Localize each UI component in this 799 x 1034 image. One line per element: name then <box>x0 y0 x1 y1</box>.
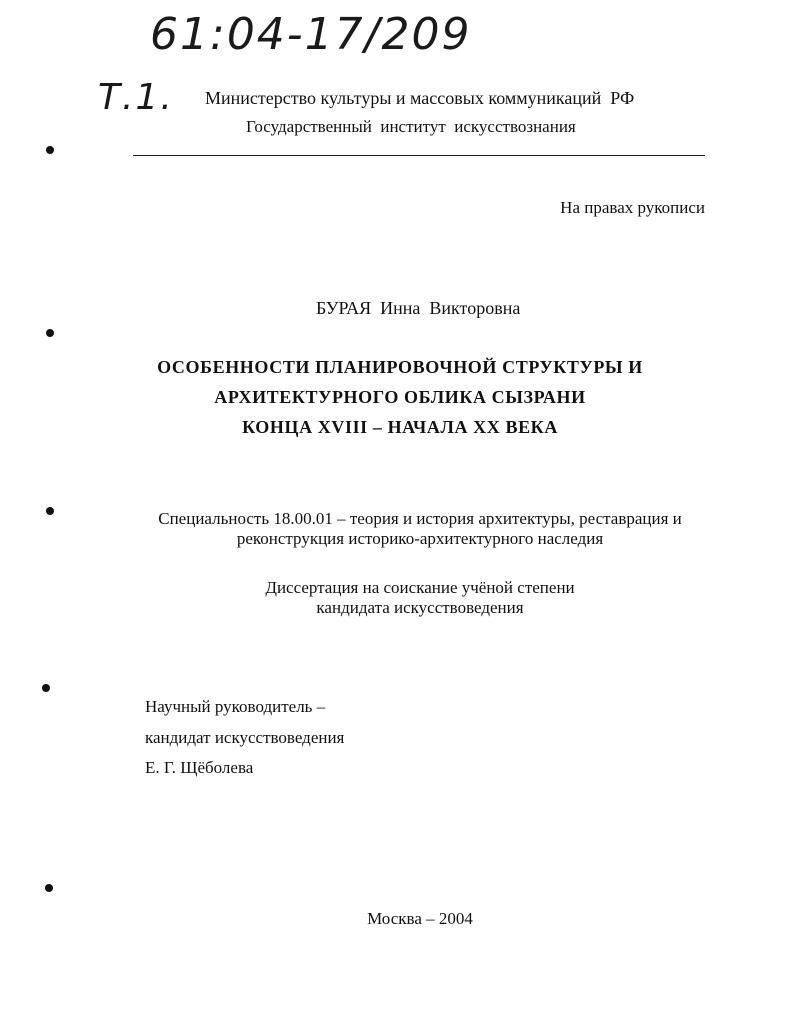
punch-hole-5 <box>45 884 53 892</box>
header-divider <box>133 155 705 156</box>
degree-line-2: кандидата искусствоведения <box>316 598 524 617</box>
author-name: БУРАЯ Инна Викторовна <box>316 298 521 318</box>
handwritten-volume-mark: Т.1. <box>98 77 174 118</box>
institute-name: Государственный институт искусствознания <box>246 117 576 136</box>
handwritten-archive-number: 61:04-17/209 <box>150 9 472 60</box>
specialty-block <box>100 509 740 549</box>
degree-block <box>140 578 700 618</box>
punch-hole-4 <box>42 684 50 692</box>
degree-line-1: Диссертация на соискание учёной степени <box>265 578 575 597</box>
city-year: Москва – 2004 <box>367 909 473 928</box>
title-line-3: КОНЦА XVIII – НАЧАЛА XX ВЕКА <box>242 417 558 437</box>
manuscript-rights-note: На правах рукописи <box>560 198 705 217</box>
supervisor-name: Е. Г. Щёболева <box>145 758 254 777</box>
punch-hole-2 <box>46 329 54 337</box>
title-line-2: АРХИТЕКТУРНОГО ОБЛИКА СЫЗРАНИ <box>214 387 586 407</box>
specialty-line-1: Специальность 18.00.01 – теория и история архитектуры, реставрация и <box>158 509 682 528</box>
punch-hole-3 <box>46 507 54 515</box>
ministry-name: Министерство культуры и массовых коммуникаций РФ <box>205 88 635 108</box>
supervisor-degree: кандидат искусствоведения <box>145 728 345 747</box>
punch-hole-1 <box>46 146 54 154</box>
supervisor-label: Научный руководитель – <box>145 697 326 716</box>
specialty-line-2: реконструкция историко-архитектурного наследия <box>236 529 604 548</box>
dissertation-title <box>120 352 680 442</box>
title-line-1: ОСОБЕННОСТИ ПЛАНИРОВОЧНОЙ СТРУКТУРЫ И <box>157 357 643 377</box>
